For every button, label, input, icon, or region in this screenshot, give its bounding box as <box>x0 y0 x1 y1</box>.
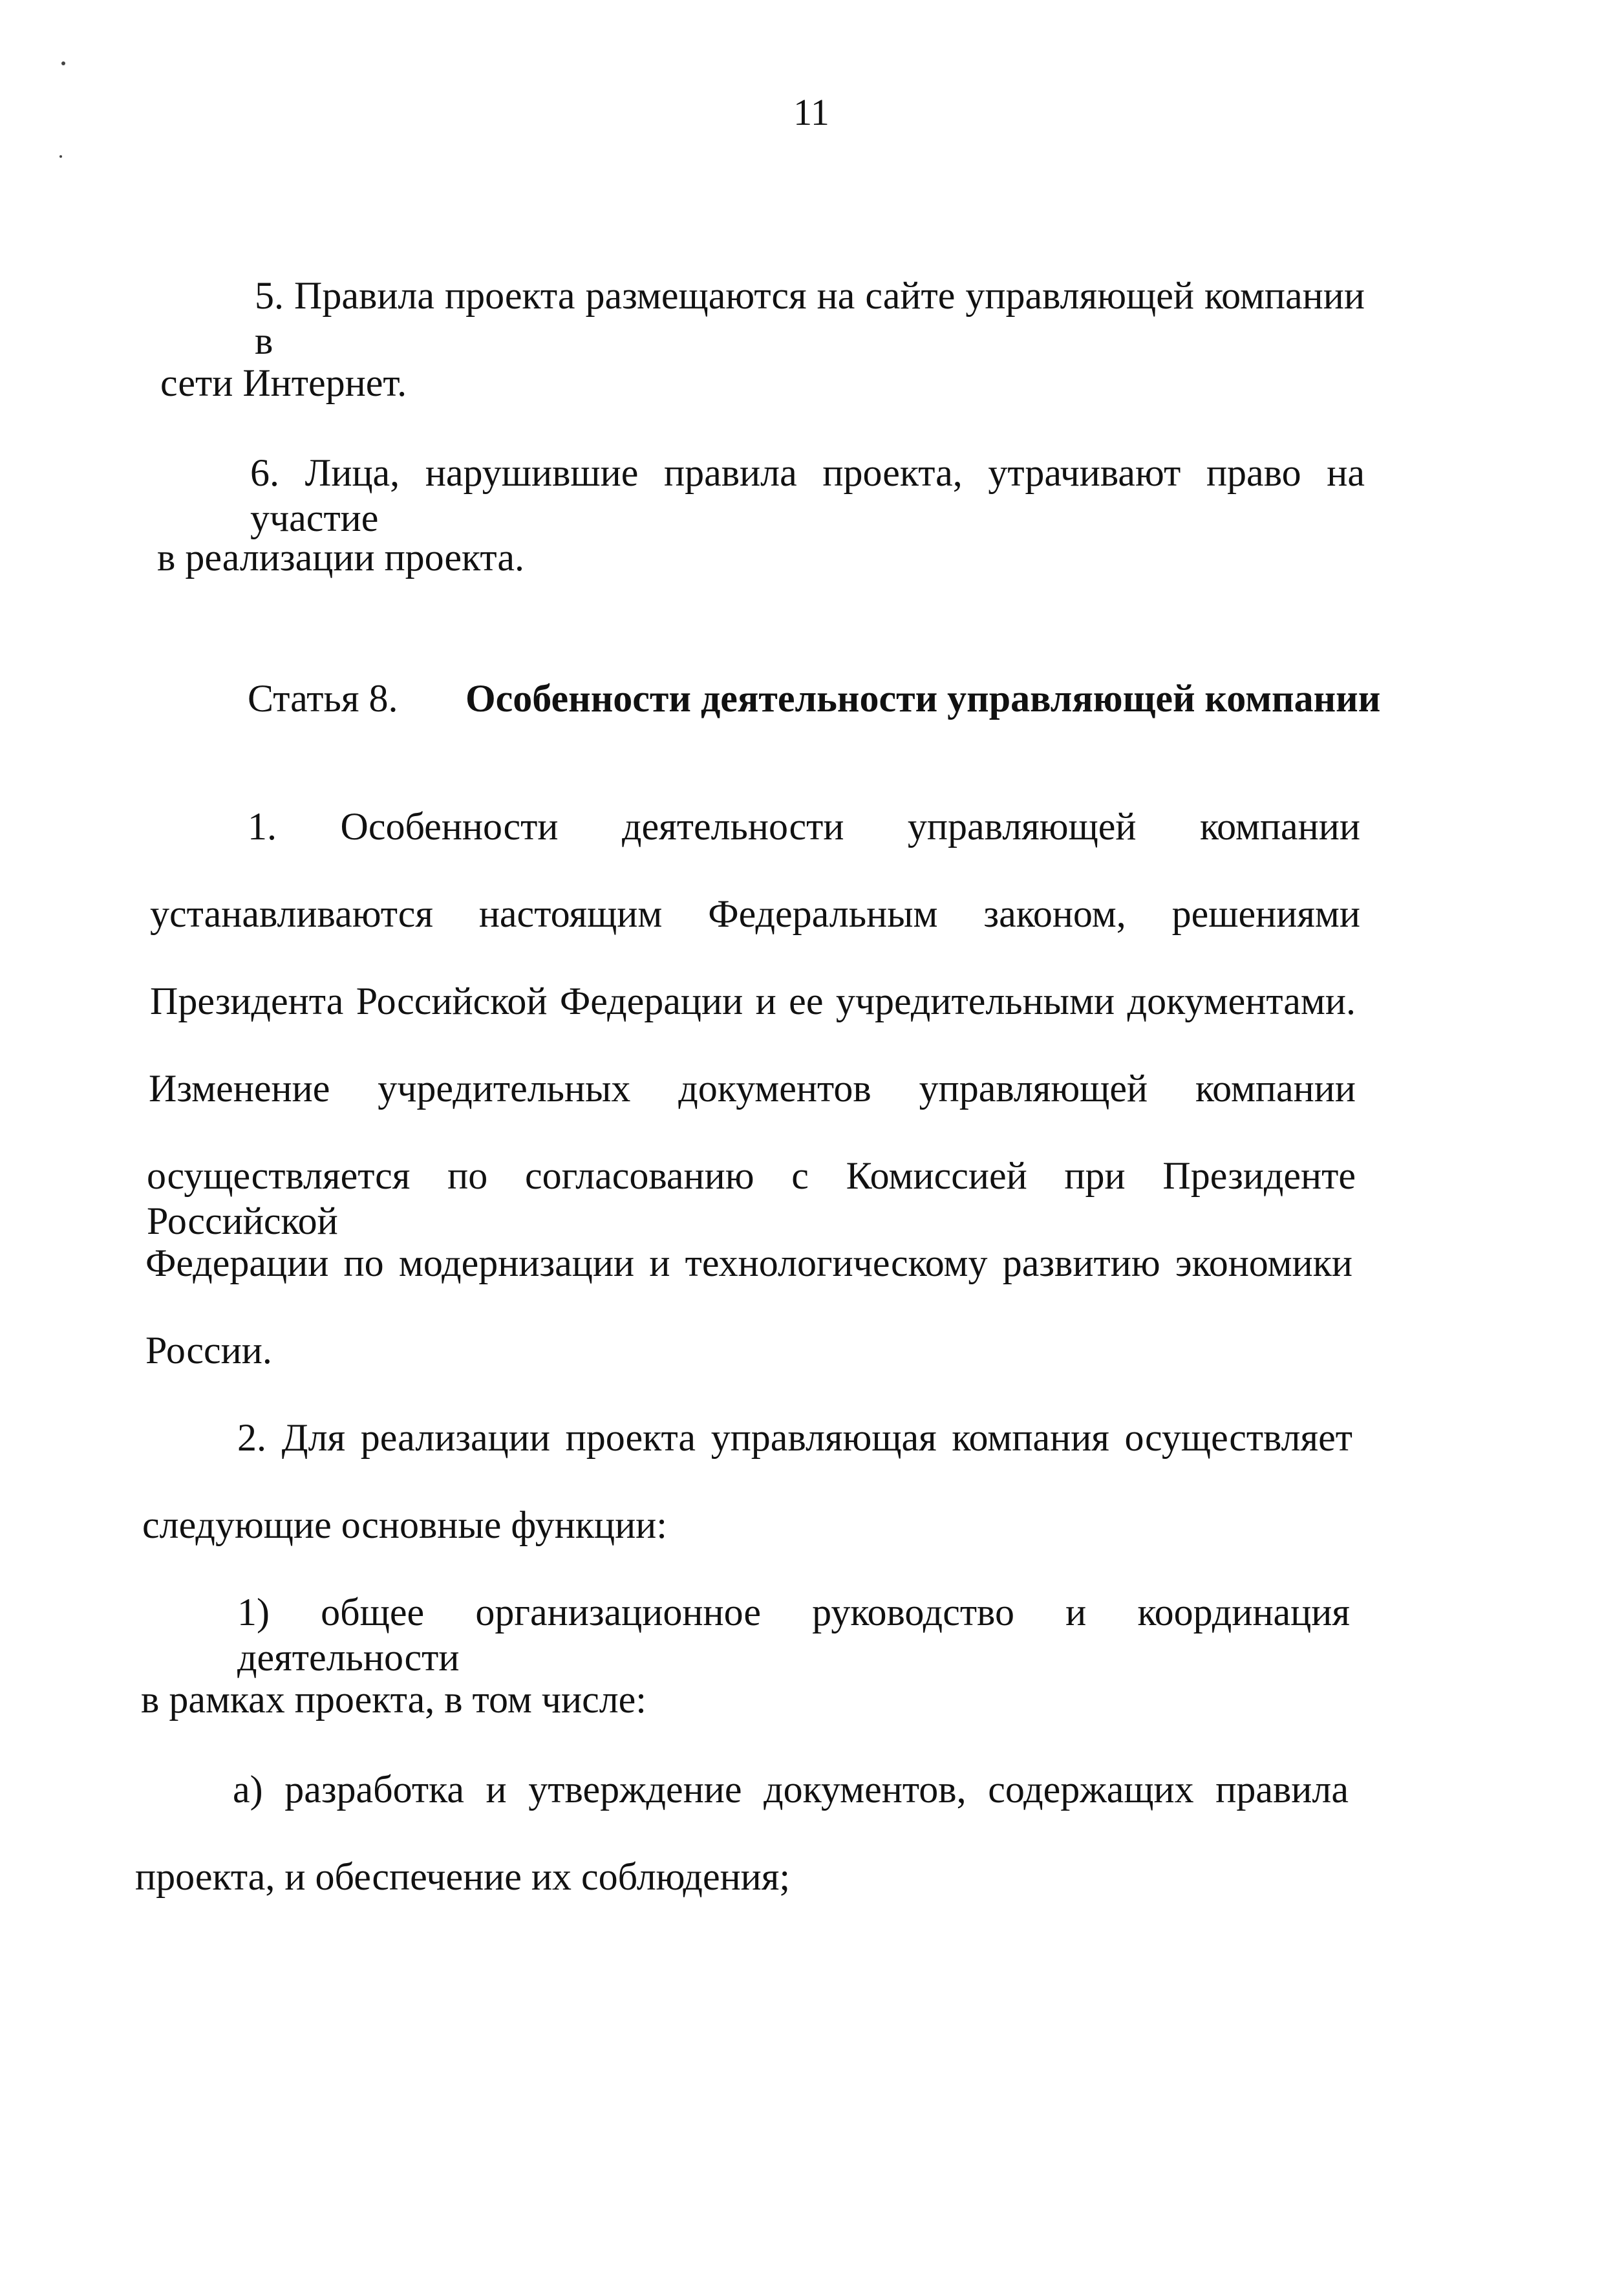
paragraph-line: сети Интернет. <box>160 361 407 404</box>
article-label: Статья 8. <box>248 677 398 720</box>
paragraph-line: в реализации проекта. <box>157 536 524 579</box>
paragraph-line: следующие основные функции: <box>142 1504 667 1546</box>
paragraph-line: осуществляется по согласованию с Комиссией при Президенте Российской <box>147 1154 1356 1242</box>
paragraph-line: а) разработка и утверждение документов, содержащих правила <box>233 1768 1349 1811</box>
paragraph-line: Изменение учредительных документов управляющей компании <box>149 1067 1356 1110</box>
scan-speck <box>59 155 62 158</box>
paragraph-line: 6. Лица, нарушившие правила проекта, утрачивают право на участие <box>250 451 1365 539</box>
page-number: 11 <box>793 91 829 133</box>
paragraph-line: Президента Российской Федерации и ее учредительными документами. <box>150 980 1356 1022</box>
paragraph-line: Федерации по модернизации и технологическому развитию экономики <box>145 1242 1352 1284</box>
paragraph-line: 5. Правила проекта размещаются на сайте управляющей компании в <box>255 274 1365 362</box>
article-title: Особенности деятельности управляющей компании <box>465 677 1381 720</box>
paragraph-line: России. <box>145 1329 272 1372</box>
paragraph-line: проекта, и обеспечение их соблюдения; <box>135 1855 791 1898</box>
paragraph-line: в рамках проекта, в том числе: <box>141 1678 646 1721</box>
paragraph-line: устанавливаются настоящим Федеральным законом, решениями <box>150 892 1360 935</box>
paragraph-line: 1. Особенности деятельности управляющей компании <box>248 805 1360 848</box>
scan-speck <box>61 61 65 65</box>
paragraph-line: 2. Для реализации проекта управляющая компания осуществляет <box>237 1416 1352 1459</box>
paragraph-line: 1) общее организационное руководство и координация деятельности <box>237 1591 1350 1679</box>
